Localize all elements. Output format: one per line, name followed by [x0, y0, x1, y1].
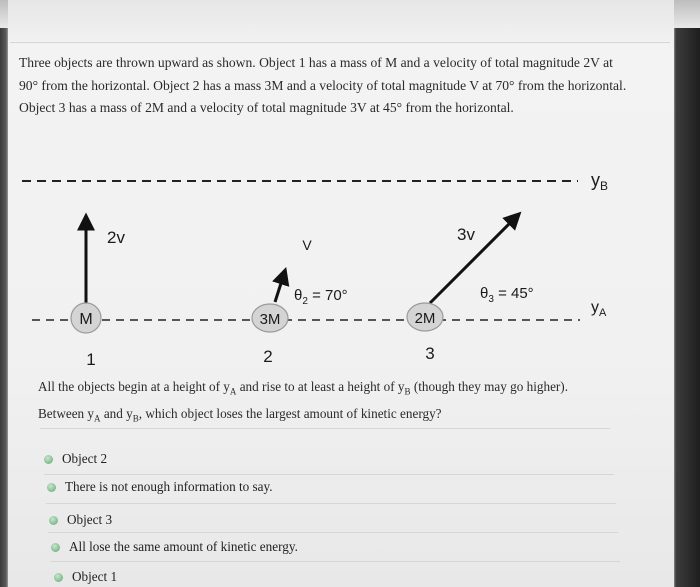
object2-angle-label: $\theta_2 = 70^\circ$: [294, 287, 348, 307]
option-all-same[interactable]: [51, 539, 298, 555]
option-object-2[interactable]: [44, 451, 107, 467]
option-object-3[interactable]: [49, 512, 112, 528]
option-object-1[interactable]: [54, 569, 117, 585]
object1-velocity-label: 2v: [107, 228, 125, 247]
option-label: There is not enough information to say.: [65, 479, 273, 494]
object1-number: 1: [86, 350, 96, 369]
object2-velocity-arrow: [275, 277, 283, 302]
option-label: Object 3: [67, 512, 113, 527]
option-divider: [48, 532, 618, 533]
object3-velocity-label: 3v: [457, 225, 475, 244]
object2-number: 2: [263, 347, 273, 366]
object2-mass-label: 3M: [259, 311, 281, 328]
object1-mass-label: M: [79, 311, 93, 328]
object3-angle-label: $\theta_3 = 45^\circ$: [480, 285, 534, 305]
option-divider: [50, 561, 620, 562]
option-label: Object 1: [72, 569, 118, 584]
object3-number: 3: [425, 344, 435, 363]
options-divider: [40, 428, 610, 429]
radio-icon[interactable]: [47, 483, 56, 492]
option-label: Object 2: [62, 451, 108, 466]
question-text: Three objects are thrown upward as shown. Object 1 has a mass of M and a velocity of total magnitude 2V at 90° from the horizontal. Object 2 has a mass 3M and a velocity of total magnitude V at 70° from the horizontal. Object 3 has a mass of 2M and a velocity of total magnitude 3V at 45° from the horizontal.: [19, 55, 627, 115]
prompt-text: All the objects begin at a height of $y_A$ and rise to at least a height of $y_B$ (though they may go higher). Between $y_A$ and $y_B$, which object loses the largest amount of kinetic energy?: [38, 379, 568, 424]
object2-velocity-label: V: [302, 237, 312, 253]
radio-icon[interactable]: [44, 455, 53, 464]
option-divider: [44, 474, 614, 475]
option-divider: [46, 503, 616, 504]
radio-icon[interactable]: [54, 573, 63, 582]
object3-mass-label: 2M: [414, 310, 436, 327]
radio-icon[interactable]: [51, 543, 60, 552]
option-not-enough-info[interactable]: [47, 479, 273, 495]
option-label: All lose the same amount of kinetic energy.: [69, 539, 298, 554]
yA-label: $y_A$: [591, 299, 607, 319]
radio-icon[interactable]: [49, 516, 58, 525]
yB-label: $y_B$: [591, 170, 609, 193]
